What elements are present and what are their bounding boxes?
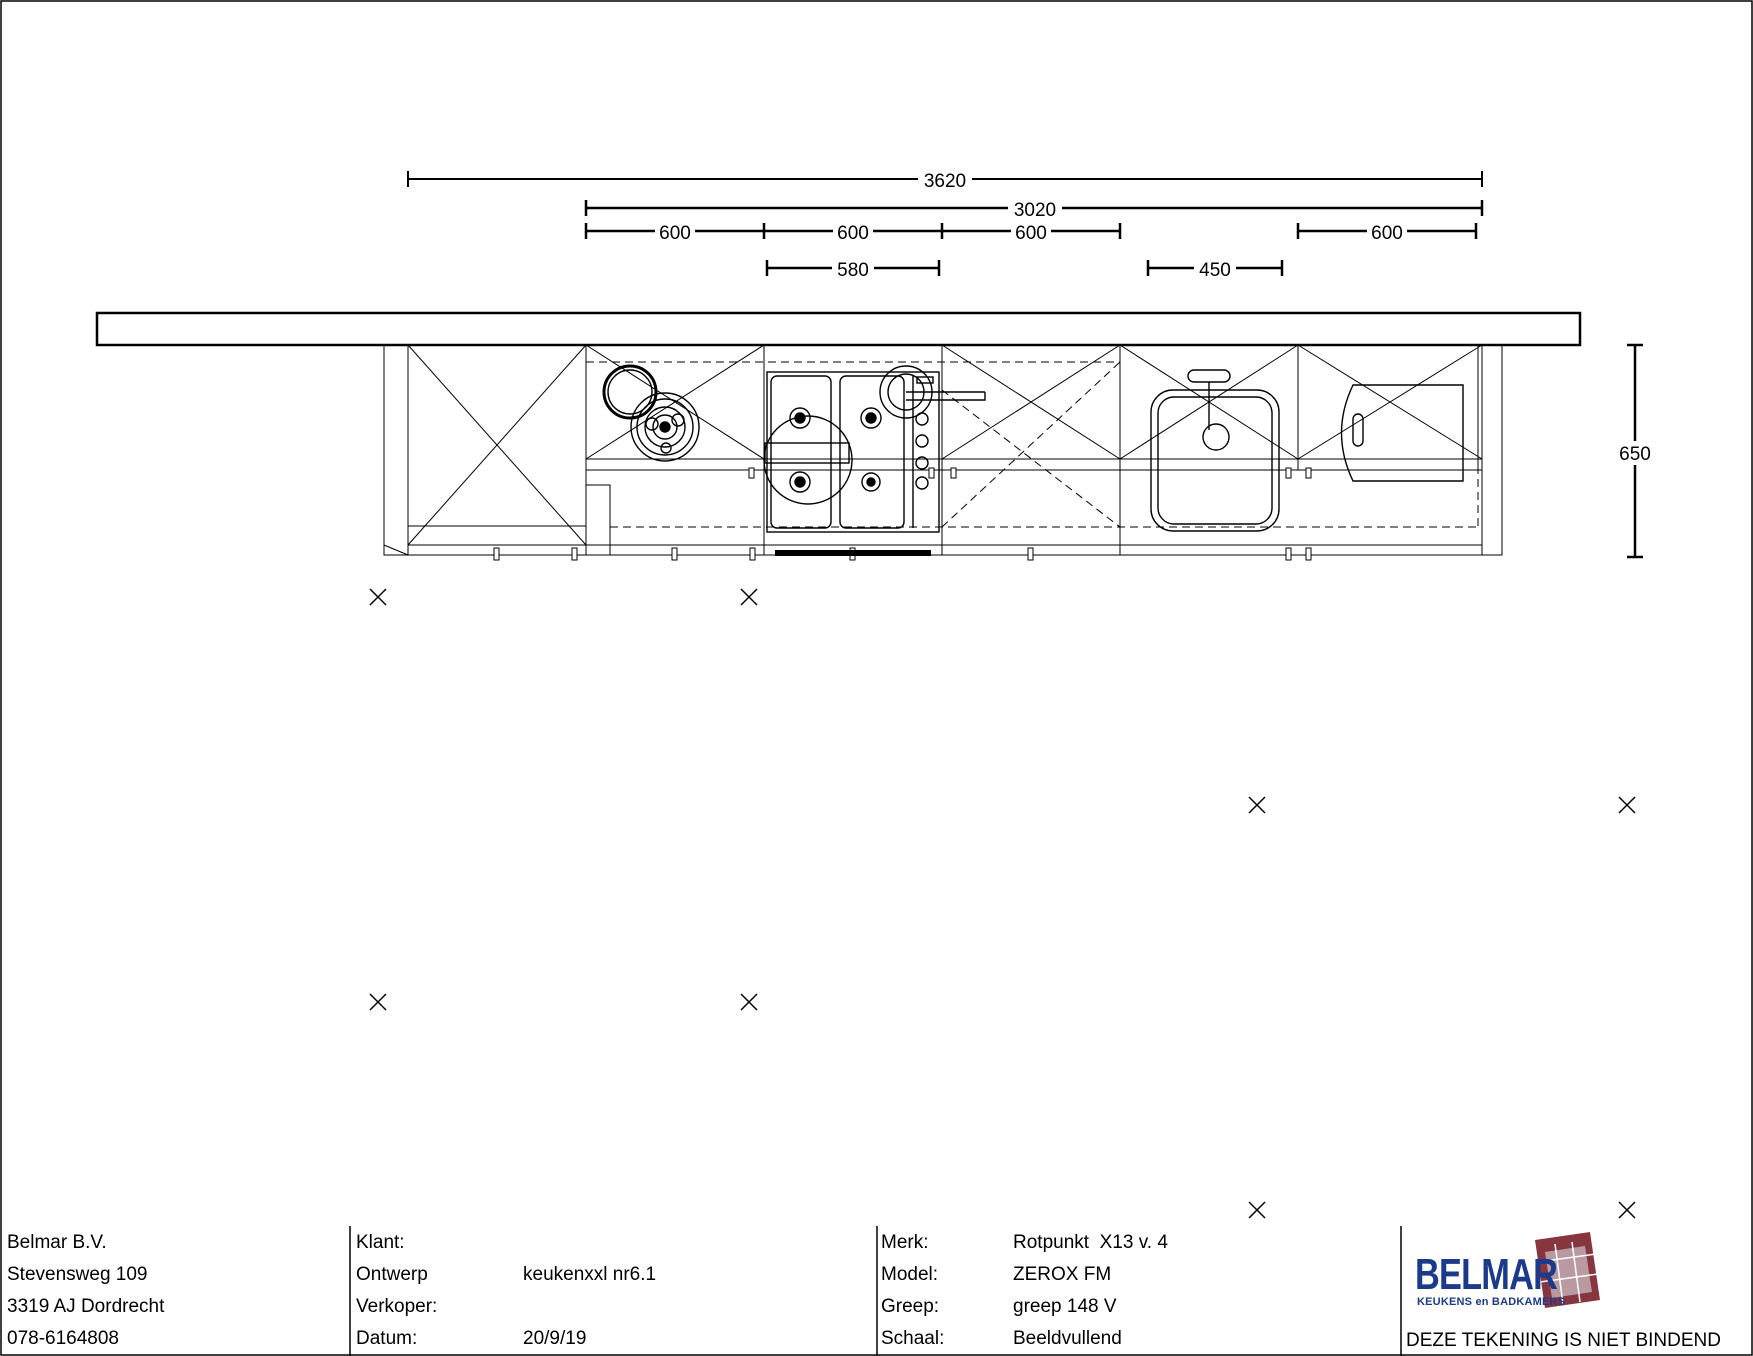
- datum-value: 20/9/19: [523, 1328, 587, 1349]
- cabinet-row: [384, 345, 1502, 555]
- appliance-door: [1342, 385, 1464, 481]
- dimension-unit-2-label: 600: [837, 223, 869, 244]
- klant-label: Klant:: [356, 1232, 405, 1253]
- greep-value: greep 148 V: [1013, 1296, 1117, 1317]
- countertop: [97, 313, 1580, 345]
- cross-marker-icon: [1249, 797, 1265, 813]
- dimension-hob-label: 580: [837, 260, 869, 281]
- greep-label: Greep:: [881, 1296, 940, 1317]
- hob-knob-4: [916, 477, 928, 489]
- model-value: ZEROX FM: [1013, 1264, 1112, 1285]
- cabinet-feet: [494, 468, 1311, 560]
- cross-marker-icon: [741, 589, 757, 605]
- belmar-logo-wordmark: BELMAR: [1415, 1250, 1558, 1299]
- dimension-inner-label: 3020: [1013, 200, 1057, 221]
- model-label: Model:: [881, 1264, 939, 1285]
- sheet-border: [1, 1, 1752, 1355]
- merk-value: Rotpunkt X13 v. 4: [1013, 1232, 1168, 1253]
- cross-marker-icon: [1619, 797, 1635, 813]
- ontwerp-label: Ontwerp: [356, 1264, 428, 1285]
- gas-hob: [764, 366, 985, 532]
- cross-marker-icon: [1249, 1202, 1265, 1218]
- door-handle-icon: [1353, 414, 1363, 446]
- cross-marker-icon: [370, 589, 386, 605]
- belmar-logo-tagline: KEUKENS en BADKAMERS: [1417, 1296, 1566, 1308]
- dimension-unit-3-label: 600: [1015, 223, 1047, 244]
- dimension-depth-label: 650: [1619, 444, 1651, 465]
- reference-markers: [370, 589, 1635, 1218]
- corner-carousel: [604, 366, 699, 461]
- cabinet-row-outline: [384, 345, 1502, 555]
- company-street: Stevensweg 109: [7, 1264, 148, 1285]
- cross-marker-icon: [1619, 1202, 1635, 1218]
- hob-knob-1: [916, 413, 928, 425]
- dimension-sink-label: 450: [1199, 260, 1231, 281]
- dimension-unit-1-label: 600: [659, 223, 691, 244]
- company-phone: 078-6164808: [7, 1328, 119, 1349]
- sink: [1151, 370, 1279, 531]
- non-binding-notice: DEZE TEKENING IS NIET BINDEND: [1406, 1330, 1721, 1351]
- hob-knob-2: [916, 435, 928, 447]
- verkoper-label: Verkoper:: [356, 1296, 438, 1317]
- merk-label: Merk:: [881, 1232, 929, 1253]
- schaal-value: Beeldvullend: [1013, 1328, 1122, 1349]
- dimension-overall-label: 3620: [923, 171, 967, 192]
- cross-marker-icon: [741, 994, 757, 1010]
- title-block-grid: [350, 1226, 1401, 1356]
- tap-icon: [1188, 370, 1230, 382]
- datum-label: Datum:: [356, 1328, 418, 1349]
- hob-base: [775, 550, 931, 556]
- schaal-label: Schaal:: [881, 1328, 945, 1349]
- hidden-lines: [586, 362, 1478, 527]
- cross-marker-icon: [370, 994, 386, 1010]
- drain-icon: [1203, 424, 1229, 450]
- ontwerp-value: keukenxxl nr6.1: [523, 1264, 657, 1285]
- company-city: 3319 AJ Dordrecht: [7, 1296, 165, 1317]
- company-name: Belmar B.V.: [7, 1232, 107, 1253]
- dimension-unit-4-label: 600: [1371, 223, 1403, 244]
